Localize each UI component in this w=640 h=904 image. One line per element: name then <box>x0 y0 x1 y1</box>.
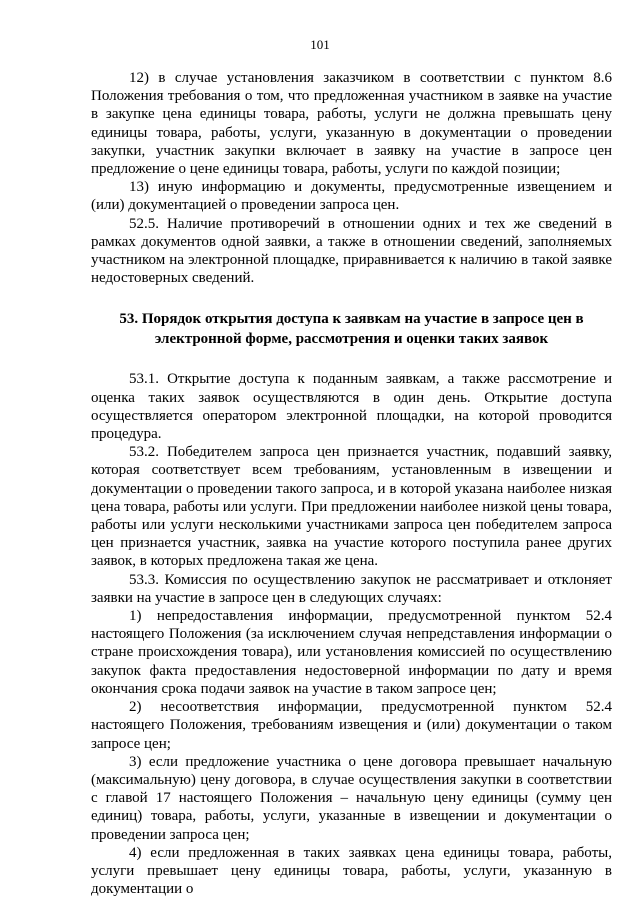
section-heading: 53. Порядок открытия доступа к заявкам на участие в запросе цен в электронной форме, рассмотрения и оценки таких заявок <box>119 311 584 348</box>
list-item-4: 4) если предложенная в таких заявках цена единицы товара, работы, услуги превышает цену единицы товара, работы, услуги, указанную в документации о <box>91 844 612 898</box>
paragraph-53-3: 53.3. Комиссия по осуществлению закупок не рассматривает и отклоняет заявки на участие в запросе цен в следующих случаях: <box>91 571 612 606</box>
list-item-3: 3) если предложение участника о цене договора превышает начальную (максимальную) цену договора, в случае осуществления закупки в соответствии с главой 17 настоящего Положения – начальную цену единицы (сумму цен единиц) товара, работы, услуги, указанные в извещении и документации о проведении запроса цен; <box>91 753 612 843</box>
list-item-2: 2) несоответствия информации, предусмотренной пунктом 52.4 настоящего Положения, требованиям извещения и (или) документации о таком запросе цен; <box>91 699 612 752</box>
page-content <box>91 69 612 898</box>
paragraph-53-2: 53.2. Победителем запроса цен признается участник, подавший заявку, которая соответствует всем требованиям, установленным в извещении и документации о проведении такого запроса, и в которой указана наиболее низкая цена товара, работы или услуги. При предложении наиболее низкой цены товара, работы или услуги несколькими участниками запроса цен победителем запроса цен признается участник, заявка на участие которого поступила ранее других заявок, в которых предложена такая же цена. <box>91 444 612 570</box>
paragraph-52-5: 52.5. Наличие противоречий в отношении одних и тех же сведений в рамках документов одной заявки, а также в отношении сведений, заполняемых участником на электронной площадке, приравнивается к наличию в такой заявке недостоверных сведений. <box>91 215 612 287</box>
list-item-1: 1) непредоставления информации, предусмотренной пунктом 52.4 настоящего Положения (за исключением случая непредставления информации о стране происхождения товара), или установления комиссией по осуществлению закупок факта предоставления недостоверной информации по дату и время окончания срока подачи заявок на участие в таком запросе цен; <box>91 608 612 697</box>
page-number: 101 <box>310 37 330 52</box>
paragraph-item-13: 13) иную информацию и документы, предусмотренные извещением и (или) документацией о проведении запроса цен. <box>91 179 612 214</box>
paragraph-53-1: 53.1. Открытие доступа к поданным заявкам, а также рассмотрение и оценка таких заявок осуществляются в один день. Открытие доступа осуществляется оператором электронной площадки, на которой проводится процедура. <box>91 371 612 443</box>
paragraph-item-12: 12) в случае установления заказчиком в соответствии с пунктом 8.6 Положения требования о том, что предложенная участником в заявке на участие в закупке цена единицы товара, работы, услуги не должна превышать цену единицы товара, работы, услуги, указанную в документации о проведении закупки, участник закупки включает в заявку на участие в запросе цен предложение о цене единицы товара, работы, услуги по каждой позиции; <box>91 70 612 178</box>
